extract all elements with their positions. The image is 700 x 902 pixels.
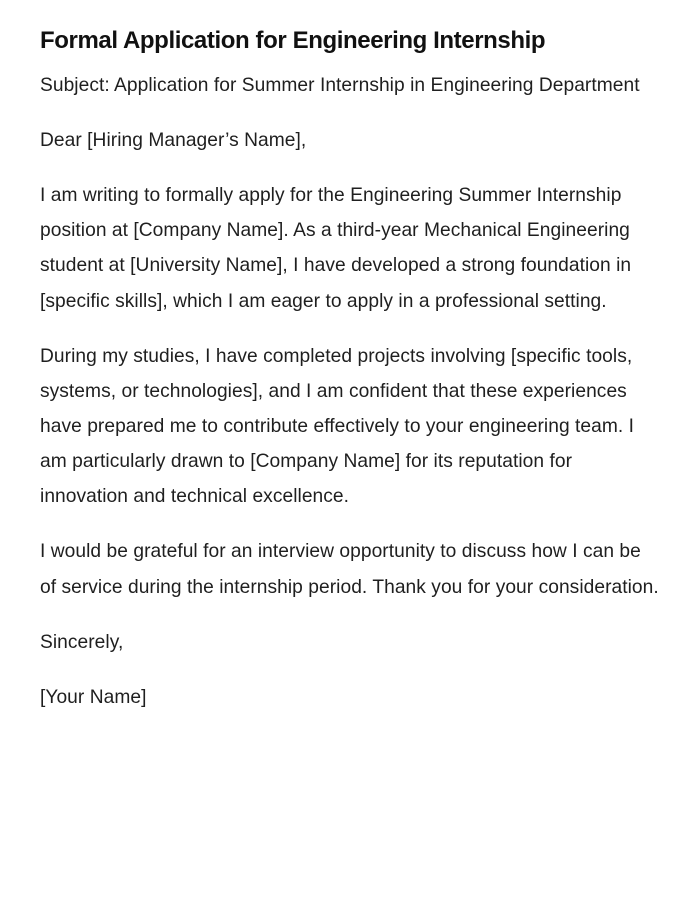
- subject-line: Subject: Application for Summer Internship in Engineering Department: [40, 75, 640, 96]
- body-paragraph-intro: I am writing to formally apply for the Engineering Summer Internship position at [Company Name]. As a third-year Mechanical Engineering student at [University Name], I have developed a strong foundation in [specific skills], which I am eager to apply in a professional setting.: [40, 185, 632, 312]
- salutation: Dear [Hiring Manager’s Name],: [40, 130, 307, 151]
- body-paragraph-closing: I would be grateful for an interview opportunity to discuss how I can be of service during the internship period. Thank you for your consideration.: [40, 541, 659, 598]
- body-paragraph-experience: During my studies, I have completed projects involving [specific tools, systems, or technologies], and I am confident that these experiences have prepared me to contribute effectively to your engineering team. I am particularly drawn to [Company Name] for its reputation for innovation and technical excellence.: [40, 345, 635, 508]
- document-title: Formal Application for Engineering Internship: [40, 27, 546, 54]
- signature-name: [Your Name]: [40, 686, 147, 708]
- closing-line: Sincerely,: [40, 631, 124, 653]
